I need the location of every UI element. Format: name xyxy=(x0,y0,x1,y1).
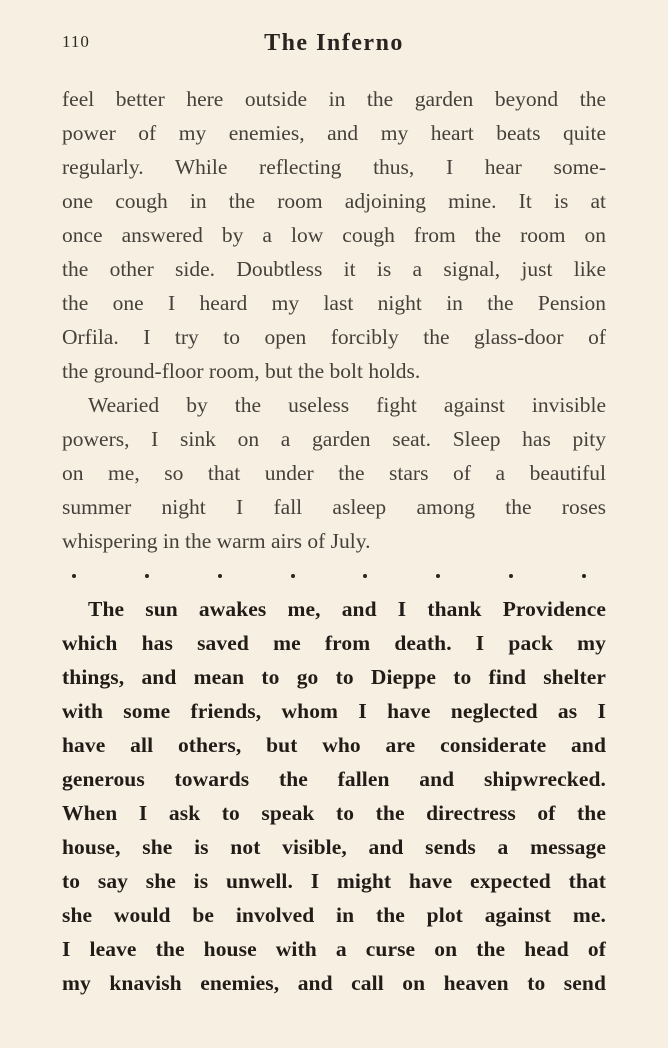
text-line: regularly. While reflecting thus, I hear some- xyxy=(62,155,606,179)
page-number: 110 xyxy=(62,32,90,51)
paragraph-sun-awakes xyxy=(62,592,606,1000)
text-line: I leave the house with a curse on the head of xyxy=(62,937,606,961)
text-line: powers, I sink on a garden seat. Sleep has pity xyxy=(62,427,606,451)
running-head xyxy=(62,30,606,62)
break-dot xyxy=(145,574,149,578)
text-line: the other side. Doubtless it is a signal, just like xyxy=(62,257,606,281)
break-dot xyxy=(218,574,222,578)
paragraph-wearied xyxy=(62,388,606,558)
break-dot xyxy=(291,574,295,578)
break-dot xyxy=(582,574,586,578)
text-line: summer night I fall asleep among the roses xyxy=(62,495,606,519)
break-dot xyxy=(363,574,367,578)
text-line: which has saved me from death. I pack my xyxy=(62,631,606,655)
text-line: feel better here outside in the garden beyond the xyxy=(62,87,606,111)
text-line: to say she is unwell. I might have expected that xyxy=(62,869,606,893)
text-line: have all others, but who are considerate and xyxy=(62,733,606,757)
paragraph-continued xyxy=(62,82,606,388)
text-line: on me, so that under the stars of a beautiful xyxy=(62,461,606,485)
text-line: house, she is not visible, and sends a message xyxy=(62,835,606,859)
text-line: with some friends, whom I have neglected as I xyxy=(62,699,606,723)
text-line: Wearied by the useless fight against invisible xyxy=(88,393,606,417)
text-line: she would be involved in the plot against me. xyxy=(62,903,606,927)
text-line: one cough in the room adjoining mine. It is at xyxy=(62,189,606,213)
body-text xyxy=(62,82,606,1000)
text-line: Orfila. I try to open forcibly the glass-door of xyxy=(62,325,606,349)
text-line: once answered by a low cough from the room on xyxy=(62,223,606,247)
text-line: power of my enemies, and my heart beats quite xyxy=(62,121,606,145)
text-line: the one I heard my last night in the Pension xyxy=(62,291,606,315)
text-line: the ground-floor room, but the bolt holds. xyxy=(62,359,421,383)
break-dot xyxy=(436,574,440,578)
text-line: The sun awakes me, and I thank Providence xyxy=(88,597,606,621)
running-title: The Inferno xyxy=(264,30,404,56)
break-dot xyxy=(72,574,76,578)
text-line: When I ask to speak to the directress of the xyxy=(62,801,606,825)
text-line: generous towards the fallen and shipwrecked. xyxy=(62,767,606,791)
text-line: whispering in the warm airs of July. xyxy=(62,529,371,553)
section-break xyxy=(62,558,606,592)
text-line: my knavish enemies, and call on heaven to send xyxy=(62,971,606,995)
break-dot xyxy=(509,574,513,578)
text-line: things, and mean to go to Dieppe to find shelter xyxy=(62,665,606,689)
